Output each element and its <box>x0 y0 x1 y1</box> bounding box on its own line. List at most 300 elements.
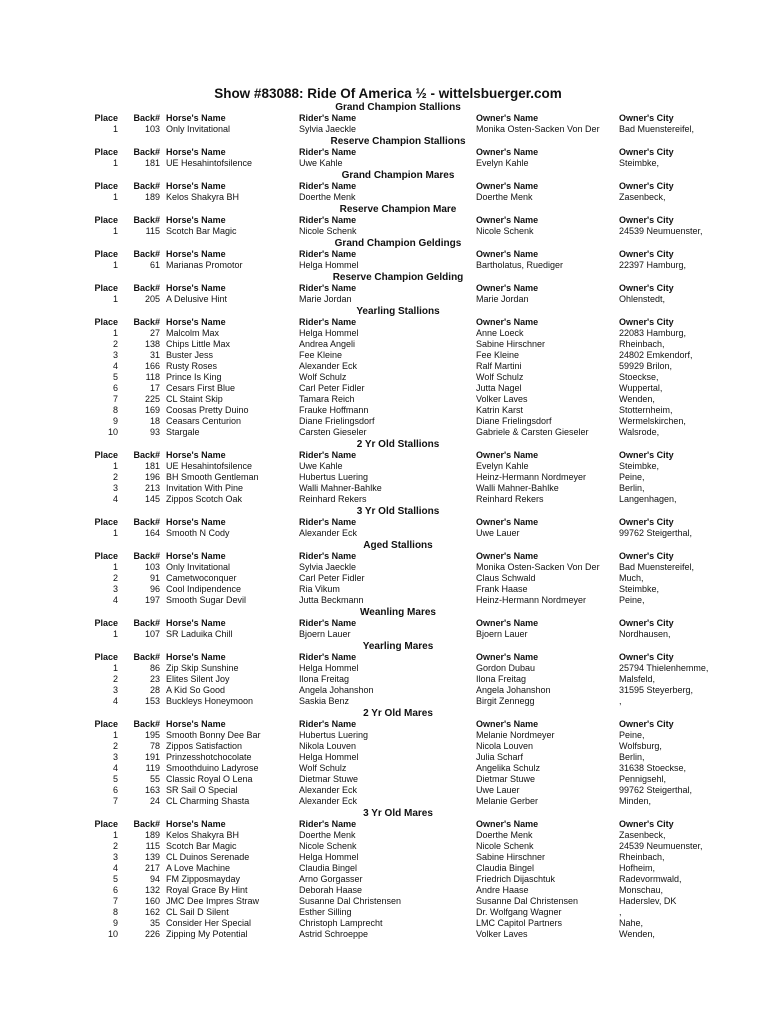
cell-rider: Uwe Kahle <box>299 158 343 168</box>
cell-back: 195 <box>144 730 160 740</box>
header-place: Place <box>94 517 118 527</box>
cell-rider: Ilona Freitag <box>299 674 350 684</box>
cell-city: 25794 Thielenhemme, <box>619 663 709 673</box>
table-row <box>88 350 728 361</box>
section-title <box>88 170 728 181</box>
section-title <box>88 136 728 147</box>
column-header-row <box>88 147 728 158</box>
cell-city: Peine, <box>619 472 645 482</box>
table-row <box>88 260 728 271</box>
cell-back: 31 <box>149 350 160 360</box>
page-title: Show #83088: Ride Of America ½ - wittelsbuerger.com <box>214 86 562 101</box>
cell-rider: Walli Mahner-Bahlke <box>299 483 382 493</box>
cell-owner: Claus Schwald <box>476 573 536 583</box>
table-row <box>88 461 728 472</box>
cell-back: 164 <box>144 528 160 538</box>
cell-city: Bad Muenstereifel, <box>619 124 695 134</box>
cell-back: 225 <box>144 394 160 404</box>
cell-horse: Stargale <box>166 427 200 437</box>
cell-place: 5 <box>112 874 118 884</box>
cell-city: Nordhausen, <box>619 629 671 639</box>
cell-back: 213 <box>144 483 160 493</box>
cell-city: Wuppertal, <box>619 383 663 393</box>
cell-rider: Nicole Schenk <box>299 841 357 851</box>
header-rider: Rider's Name <box>299 147 357 157</box>
cell-rider: Hubertus Luering <box>299 730 369 740</box>
cell-rider: Alexander Eck <box>299 361 358 371</box>
cell-back: 191 <box>144 752 160 762</box>
cell-place: 4 <box>112 863 118 873</box>
header-owner: Owner's Name <box>476 215 539 225</box>
header-city: Owner's City <box>619 450 674 460</box>
cell-back: 27 <box>149 328 160 338</box>
cell-place: 6 <box>112 785 118 795</box>
cell-back: 205 <box>144 294 160 304</box>
cell-owner: Claudia Bingel <box>476 863 535 873</box>
cell-back: 118 <box>145 372 160 382</box>
table-row <box>88 763 728 774</box>
header-place: Place <box>94 652 118 662</box>
table-row <box>88 372 728 383</box>
table-row <box>88 584 728 595</box>
cell-owner: Evelyn Kahle <box>476 461 529 471</box>
cell-horse: Prince Is King <box>166 372 222 382</box>
cell-back: 61 <box>149 260 160 270</box>
cell-rider: Marie Jordan <box>299 294 352 304</box>
cell-owner: Nicola Louven <box>476 741 534 751</box>
cell-place: 2 <box>112 339 118 349</box>
cell-rider: Alexander Eck <box>299 528 358 538</box>
cell-rider: Helga Hommel <box>299 260 359 270</box>
cell-owner: Monika Osten-Sacken Von Der <box>476 124 600 134</box>
cell-horse: Zipping My Potential <box>166 929 248 939</box>
header-owner: Owner's Name <box>476 249 539 259</box>
cell-rider: Carsten Gieseler <box>299 427 367 437</box>
header-back: Back# <box>133 113 160 123</box>
cell-back: 94 <box>149 874 160 884</box>
header-owner: Owner's Name <box>476 181 539 191</box>
cell-city: 24539 Neumuenster, <box>619 226 703 236</box>
cell-place: 1 <box>112 663 118 673</box>
cell-place: 3 <box>112 483 118 493</box>
header-horse: Horse's Name <box>166 249 226 259</box>
cell-place: 2 <box>112 841 118 851</box>
cell-horse: Smooth N Cody <box>166 528 230 538</box>
cell-owner: Wolf Schulz <box>476 372 524 382</box>
table-row <box>88 294 728 305</box>
header-owner: Owner's Name <box>476 652 539 662</box>
cell-place: 6 <box>112 885 118 895</box>
column-header-row <box>88 618 728 629</box>
cell-horse: UE Hesahintofsilence <box>166 158 253 168</box>
header-place: Place <box>94 215 118 225</box>
cell-horse: Only Invitational <box>166 124 231 134</box>
header-rider: Rider's Name <box>299 719 357 729</box>
cell-rider: Ria Vikum <box>299 584 340 594</box>
cell-place: 4 <box>112 361 118 371</box>
cell-place: 1 <box>112 260 118 270</box>
table-row <box>88 663 728 674</box>
cell-city: , <box>619 696 622 706</box>
cell-owner: Heinz-Hermann Nordmeyer <box>476 472 587 482</box>
section-title-text: Grand Champion Stallions <box>335 102 461 113</box>
cell-city: Malsfeld, <box>619 674 656 684</box>
header-place: Place <box>94 719 118 729</box>
cell-rider: Uwe Kahle <box>299 461 343 471</box>
cell-back: 96 <box>149 584 160 594</box>
cell-city: Bad Muenstereifel, <box>619 562 695 572</box>
cell-owner: Frank Haase <box>476 584 528 594</box>
cell-back: 28 <box>149 685 160 695</box>
cell-back: 197 <box>144 595 160 605</box>
section-title-text: Reserve Champion Gelding <box>332 272 464 283</box>
cell-rider: Doerthe Menk <box>299 192 356 202</box>
column-header-row <box>88 819 728 830</box>
column-header-row <box>88 450 728 461</box>
class-section <box>88 102 728 136</box>
table-row <box>88 885 728 896</box>
cell-rider: Arno Gorgasser <box>299 874 363 884</box>
cell-horse: Elites Silent Joy <box>166 674 230 684</box>
cell-owner: Diane Frielingsdorf <box>476 416 552 426</box>
cell-rider: Sylvia Jaeckle <box>299 124 357 134</box>
header-city: Owner's City <box>619 618 674 628</box>
cell-rider: Nikola Louven <box>299 741 357 751</box>
header-owner: Owner's Name <box>476 551 539 561</box>
cell-back: 78 <box>149 741 160 751</box>
cell-owner: Jutta Nagel <box>476 383 522 393</box>
cell-rider: Bjoern Lauer <box>299 629 351 639</box>
class-section <box>88 272 728 306</box>
cell-place: 1 <box>112 192 118 202</box>
cell-rider: Tamara Reich <box>299 394 355 404</box>
table-row <box>88 929 728 940</box>
cell-rider: Astrid Schroeppe <box>299 929 369 939</box>
cell-horse: Prinzesshotchocolate <box>166 752 252 762</box>
cell-back: 17 <box>149 383 160 393</box>
cell-back: 153 <box>144 696 160 706</box>
header-place: Place <box>94 618 118 628</box>
cell-back: 163 <box>144 785 160 795</box>
section-title-text: 3 Yr Old Mares <box>363 808 433 819</box>
cell-back: 181 <box>144 461 160 471</box>
table-row <box>88 158 728 169</box>
cell-horse: Kelos Shakyra BH <box>166 830 240 840</box>
cell-city: Stoeckse, <box>619 372 659 382</box>
cell-place: 4 <box>112 696 118 706</box>
cell-back: 169 <box>144 405 160 415</box>
cell-rider: Frauke Hoffmann <box>299 405 369 415</box>
header-city: Owner's City <box>619 181 674 191</box>
class-sections <box>88 102 728 941</box>
header-horse: Horse's Name <box>166 147 226 157</box>
table-row <box>88 483 728 494</box>
header-back: Back# <box>133 283 160 293</box>
section-title-text: Weanling Mares <box>360 607 436 618</box>
cell-place: 7 <box>112 796 118 806</box>
header-back: Back# <box>133 181 160 191</box>
table-row <box>88 863 728 874</box>
cell-rider: Sylvia Jaeckle <box>299 562 357 572</box>
section-title-text: 3 Yr Old Stallions <box>356 506 440 517</box>
header-city: Owner's City <box>619 147 674 157</box>
cell-city: Zasenbeck, <box>619 192 666 202</box>
cell-horse: Cool Indipendence <box>166 584 242 594</box>
cell-horse: CL Charming Shasta <box>166 796 250 806</box>
header-place: Place <box>94 317 118 327</box>
cell-city: Minden, <box>619 796 652 806</box>
cell-back: 181 <box>144 158 160 168</box>
header-rider: Rider's Name <box>299 819 357 829</box>
cell-place: 5 <box>112 372 118 382</box>
cell-horse: Rusty Roses <box>166 361 218 371</box>
cell-city: Zasenbeck, <box>619 830 666 840</box>
header-owner: Owner's Name <box>476 719 539 729</box>
section-title-text: Grand Champion Mares <box>341 170 455 181</box>
table-row <box>88 918 728 929</box>
header-back: Back# <box>133 147 160 157</box>
cell-rider: Doerthe Menk <box>299 830 356 840</box>
cell-horse: Only Invitational <box>166 562 231 572</box>
cell-owner: Friedrich Dijaschtuk <box>476 874 556 884</box>
cell-back: 196 <box>144 472 160 482</box>
class-section <box>88 439 728 506</box>
cell-horse: UE Hesahintofsilence <box>166 461 253 471</box>
section-title <box>88 641 728 652</box>
class-section <box>88 238 728 272</box>
header-back: Back# <box>133 719 160 729</box>
section-title <box>88 708 728 719</box>
cell-back: 166 <box>144 361 160 371</box>
cell-owner: Uwe Lauer <box>476 528 520 538</box>
table-row <box>88 841 728 852</box>
class-section <box>88 204 728 238</box>
header-rider: Rider's Name <box>299 249 357 259</box>
cell-horse: Consider Her Special <box>166 918 252 928</box>
cell-rider: Dietmar Stuwe <box>299 774 359 784</box>
cell-owner: Birgit Zennegg <box>476 696 535 706</box>
cell-place: 1 <box>112 294 118 304</box>
cell-city: 99762 Steigerthal, <box>619 528 693 538</box>
cell-rider: Claudia Bingel <box>299 863 358 873</box>
cell-place: 1 <box>112 328 118 338</box>
table-row <box>88 573 728 584</box>
cell-place: 3 <box>112 752 118 762</box>
section-title <box>88 439 728 450</box>
cell-back: 107 <box>144 629 160 639</box>
class-section <box>88 641 728 708</box>
header-city: Owner's City <box>619 652 674 662</box>
cell-horse: BH Smooth Gentleman <box>166 472 259 482</box>
section-title <box>88 102 728 113</box>
cell-city: Steimbke, <box>619 584 660 594</box>
cell-back: 115 <box>145 841 160 851</box>
cell-place: 2 <box>112 573 118 583</box>
column-header-row <box>88 283 728 294</box>
cell-city: 24539 Neumuenster, <box>619 841 703 851</box>
cell-back: 226 <box>144 929 160 939</box>
header-horse: Horse's Name <box>166 819 226 829</box>
cell-owner: Gabriele & Carsten Gieseler <box>476 427 589 437</box>
header-owner: Owner's Name <box>476 317 539 327</box>
table-row <box>88 830 728 841</box>
header-horse: Horse's Name <box>166 450 226 460</box>
cell-rider: Alexander Eck <box>299 785 358 795</box>
cell-horse: Buster Jess <box>166 350 214 360</box>
header-city: Owner's City <box>619 249 674 259</box>
cell-owner: Bartholatus, Ruediger <box>476 260 564 270</box>
table-row <box>88 741 728 752</box>
cell-owner: Melanie Gerber <box>476 796 539 806</box>
cell-horse: Buckleys Honeymoon <box>166 696 254 706</box>
cell-city: , <box>619 907 622 917</box>
cell-horse: Invitation With Pine <box>166 483 244 493</box>
class-section <box>88 607 728 641</box>
cell-place: 10 <box>107 929 118 939</box>
section-title <box>88 306 728 317</box>
section-title <box>88 607 728 618</box>
cell-owner: Volker Laves <box>476 394 528 404</box>
cell-place: 1 <box>112 528 118 538</box>
cell-back: 115 <box>145 226 160 236</box>
cell-back: 93 <box>149 427 160 437</box>
cell-city: 22397 Hamburg, <box>619 260 687 270</box>
cell-city: 31638 Stoeckse, <box>619 763 687 773</box>
header-place: Place <box>94 113 118 123</box>
cell-horse: Smoothduino Ladyrose <box>166 763 259 773</box>
cell-place: 9 <box>112 416 118 426</box>
cell-city: Steimbke, <box>619 158 660 168</box>
header-place: Place <box>94 249 118 259</box>
section-title-text: Grand Champion Geldings <box>334 238 462 249</box>
cell-city: Nahe, <box>619 918 644 928</box>
table-row <box>88 339 728 350</box>
class-section <box>88 306 728 439</box>
cell-place: 2 <box>112 674 118 684</box>
cell-horse: Zippos Satisfaction <box>166 741 243 751</box>
cell-back: 162 <box>144 907 160 917</box>
cell-place: 1 <box>112 730 118 740</box>
cell-city: Peine, <box>619 595 645 605</box>
cell-rider: Deborah Haase <box>299 885 363 895</box>
header-rider: Rider's Name <box>299 551 357 561</box>
cell-city: Pennigsehl, <box>619 774 667 784</box>
table-row <box>88 896 728 907</box>
header-rider: Rider's Name <box>299 181 357 191</box>
header-rider: Rider's Name <box>299 652 357 662</box>
cell-place: 1 <box>112 158 118 168</box>
class-section <box>88 506 728 540</box>
cell-rider: Helga Hommel <box>299 328 359 338</box>
header-city: Owner's City <box>619 719 674 729</box>
cell-owner: Monika Osten-Sacken Von Der <box>476 562 600 572</box>
header-rider: Rider's Name <box>299 517 357 527</box>
column-header-row <box>88 249 728 260</box>
cell-city: Berlin, <box>619 483 645 493</box>
header-city: Owner's City <box>619 551 674 561</box>
section-title <box>88 272 728 283</box>
cell-city: Radevormwald, <box>619 874 682 884</box>
column-header-row <box>88 551 728 562</box>
cell-owner: Doerthe Menk <box>476 192 533 202</box>
cell-horse: SR Laduika Chill <box>166 629 233 639</box>
header-horse: Horse's Name <box>166 551 226 561</box>
column-header-row <box>88 215 728 226</box>
header-horse: Horse's Name <box>166 652 226 662</box>
cell-city: Much, <box>619 573 644 583</box>
table-row <box>88 730 728 741</box>
cell-rider: Susanne Dal Christensen <box>299 896 402 906</box>
cell-horse: JMC Dee Impres Straw <box>166 896 260 906</box>
cell-city: Steimbke, <box>619 461 660 471</box>
table-row <box>88 696 728 707</box>
cell-rider: Diane Frielingsdorf <box>299 416 375 426</box>
cell-owner: Gordon Dubau <box>476 663 536 673</box>
cell-owner: Andre Haase <box>476 885 529 895</box>
cell-horse: Classic Royal O Lena <box>166 774 253 784</box>
cell-horse: FM Zipposmayday <box>166 874 241 884</box>
cell-place: 1 <box>112 629 118 639</box>
cell-owner: Nicole Schenk <box>476 841 534 851</box>
header-city: Owner's City <box>619 113 674 123</box>
header-back: Back# <box>133 652 160 662</box>
cell-back: 139 <box>144 852 160 862</box>
cell-place: 1 <box>112 124 118 134</box>
table-row <box>88 472 728 483</box>
table-row <box>88 394 728 405</box>
cell-owner: Melanie Nordmeyer <box>476 730 555 740</box>
header-city: Owner's City <box>619 317 674 327</box>
cell-horse: SR Sail O Special <box>166 785 238 795</box>
cell-horse: Cametwoconquer <box>166 573 237 583</box>
section-title <box>88 238 728 249</box>
header-place: Place <box>94 181 118 191</box>
column-header-row <box>88 317 728 328</box>
cell-horse: A Delusive Hint <box>166 294 228 304</box>
cell-rider: Fee Kleine <box>299 350 343 360</box>
cell-back: 55 <box>149 774 160 784</box>
table-row <box>88 874 728 885</box>
cell-owner: Angelika Schulz <box>476 763 541 773</box>
cell-city: Wenden, <box>619 394 655 404</box>
table-row <box>88 674 728 685</box>
header-back: Back# <box>133 819 160 829</box>
cell-city: Rheinbach, <box>619 339 665 349</box>
header-horse: Horse's Name <box>166 517 226 527</box>
cell-rider: Alexander Eck <box>299 796 358 806</box>
cell-owner: Evelyn Kahle <box>476 158 529 168</box>
cell-owner: Uwe Lauer <box>476 785 520 795</box>
cell-back: 18 <box>149 416 160 426</box>
cell-back: 132 <box>144 885 160 895</box>
cell-owner: Susanne Dal Christensen <box>476 896 579 906</box>
cell-horse: Marianas Promotor <box>166 260 243 270</box>
table-row <box>88 907 728 918</box>
table-row <box>88 405 728 416</box>
cell-horse: CL Sail D Silent <box>166 907 229 917</box>
cell-back: 160 <box>144 896 160 906</box>
cell-owner: Walli Mahner-Bahlke <box>476 483 559 493</box>
cell-city: Wermelskirchen, <box>619 416 686 426</box>
table-row <box>88 494 728 505</box>
header-back: Back# <box>133 249 160 259</box>
class-section <box>88 708 728 808</box>
cell-rider: Andrea Angeli <box>299 339 356 349</box>
cell-back: 189 <box>144 830 160 840</box>
cell-horse: Chips Little Max <box>166 339 231 349</box>
table-row <box>88 595 728 606</box>
header-rider: Rider's Name <box>299 113 357 123</box>
